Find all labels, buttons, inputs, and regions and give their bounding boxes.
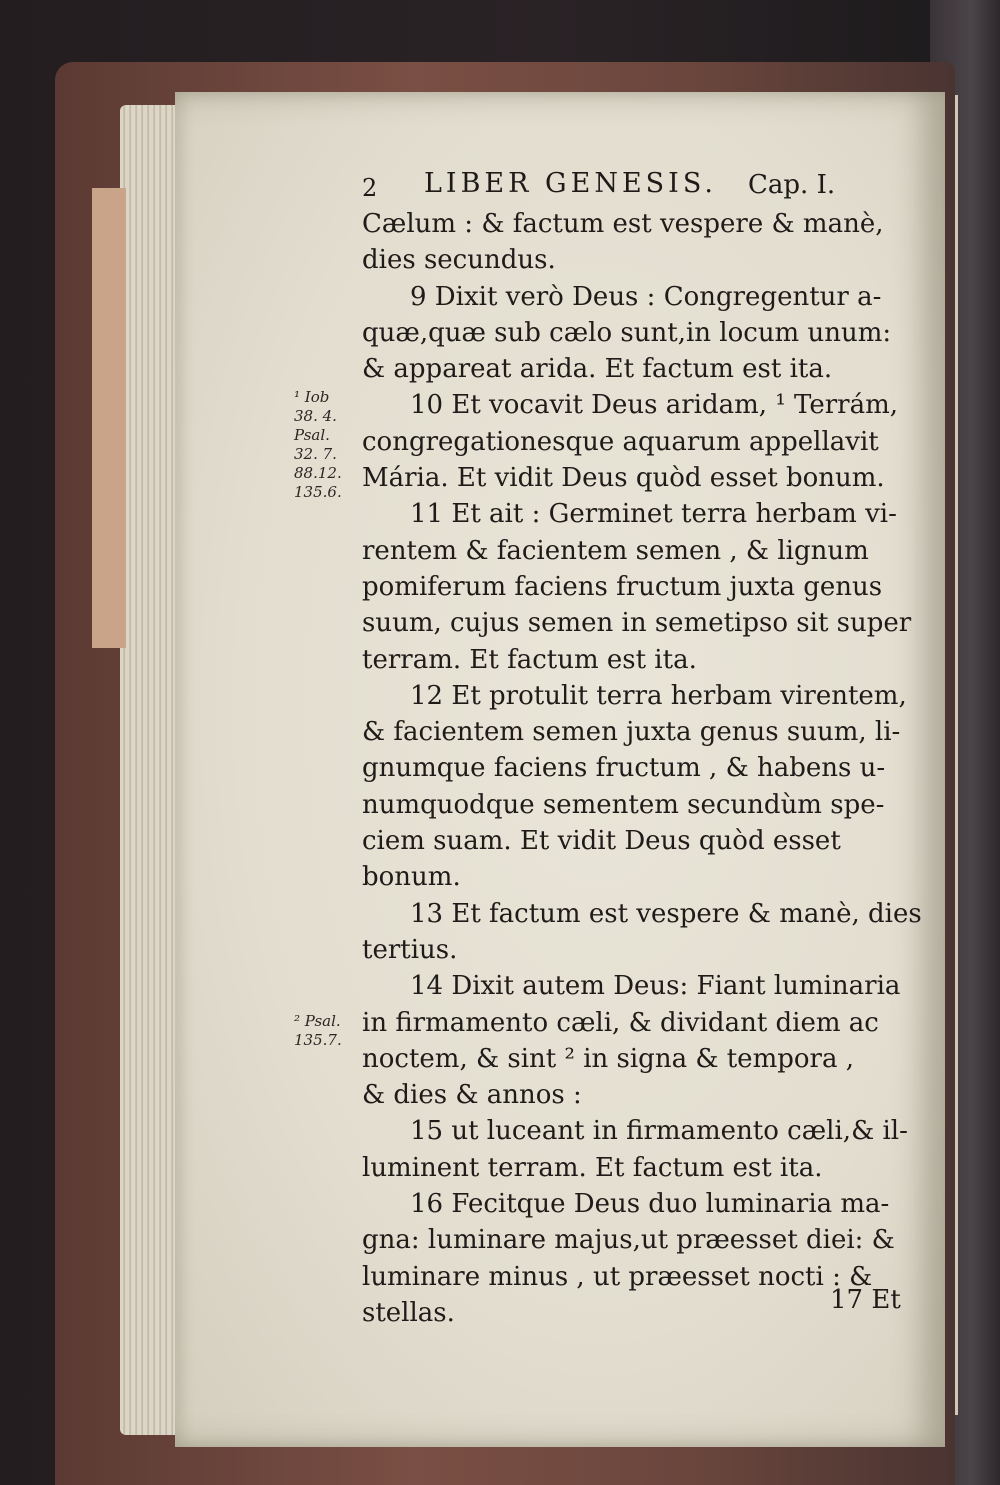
- text-line: congregationesque aquarum appellavit: [362, 426, 879, 457]
- margin-note-2: [294, 1012, 342, 1050]
- page-header: [362, 168, 862, 208]
- margin-note-line: ² Psal.: [294, 1012, 341, 1030]
- text-line: quæ,quæ sub cælo sunt,in locum unum:: [362, 317, 892, 348]
- text-line: rentem & facientem semen , & lignum: [362, 535, 869, 566]
- catchword: 17 Et: [830, 1285, 901, 1315]
- text-line: bonum.: [362, 862, 461, 893]
- margin-note-1: [294, 388, 342, 502]
- text-line: 10 Et vocavit Deus aridam, ¹ Terrám,: [410, 390, 898, 421]
- text-line: in firmamento cæli, & dividant diem ac: [362, 1007, 879, 1038]
- text-line: pomiferum faciens fructum juxta genus: [362, 571, 883, 602]
- text-line: luminare minus , ut præesset nocti : &: [362, 1261, 873, 1292]
- text-line: 13 Et factum est vespere & manè, dies: [410, 898, 922, 929]
- text-line: 14 Dixit autem Deus: Fiant luminaria: [410, 971, 901, 1002]
- margin-note-line: Psal.: [294, 426, 330, 444]
- text-line: gna: luminare majus,ut præesset diei: &: [362, 1225, 895, 1256]
- page-number: 2: [362, 174, 378, 202]
- margin-note-line: 38. 4.: [294, 407, 337, 425]
- text-line: ciem suam. Et vidit Deus quòd esset: [362, 826, 841, 857]
- margin-note-line: 88.12.: [294, 464, 342, 482]
- text-line: terram. Et factum est ita.: [362, 644, 697, 675]
- text-line: suum, cujus semen in semetipso sit super: [362, 608, 912, 639]
- text-line: dies secundus.: [362, 245, 556, 276]
- text-line: & dies & annos :: [362, 1080, 582, 1111]
- body-text: [362, 206, 922, 1331]
- text-line: tertius.: [362, 934, 458, 965]
- text-line: numquodque sementem secundùm spe-: [362, 789, 885, 820]
- text-line: 9 Dixit verò Deus : Congregentur a-: [410, 281, 882, 312]
- text-line: Mária. Et vidit Deus quòd esset bonum.: [362, 463, 885, 494]
- text-line: noctem, & sint ² in signa & tempora ,: [362, 1043, 854, 1074]
- text-line: & appareat arida. Et factum est ita.: [362, 354, 833, 385]
- margin-note-line: ¹ Iob: [294, 388, 330, 406]
- text-line: Cælum : & factum est vespere & manè,: [362, 209, 884, 239]
- margin-note-line: 32. 7.: [294, 445, 337, 463]
- text-line: 11 Et ait : Germinet terra herbam vi-: [410, 499, 897, 530]
- text-line: & facientem semen juxta genus suum, li-: [362, 717, 901, 748]
- paper-tab: [92, 188, 126, 648]
- text-line: gnumque faciens fructum , & habens u-: [362, 753, 886, 784]
- text-line: 15 ut luceant in firmamento cæli,& il-: [410, 1116, 908, 1147]
- text-line: 16 Fecitque Deus duo luminaria ma-: [410, 1189, 890, 1220]
- text-line: stellas.: [362, 1297, 455, 1328]
- margin-note-line: 135.7.: [294, 1031, 342, 1049]
- text-line: luminent terram. Et factum est ita.: [362, 1152, 823, 1183]
- text-line: 12 Et protulit terra herbam virentem,: [410, 680, 907, 711]
- margin-note-line: 135.6.: [294, 483, 342, 501]
- running-head: LIBER GENESIS.: [424, 168, 717, 199]
- chapter-label: Cap. I.: [748, 170, 836, 200]
